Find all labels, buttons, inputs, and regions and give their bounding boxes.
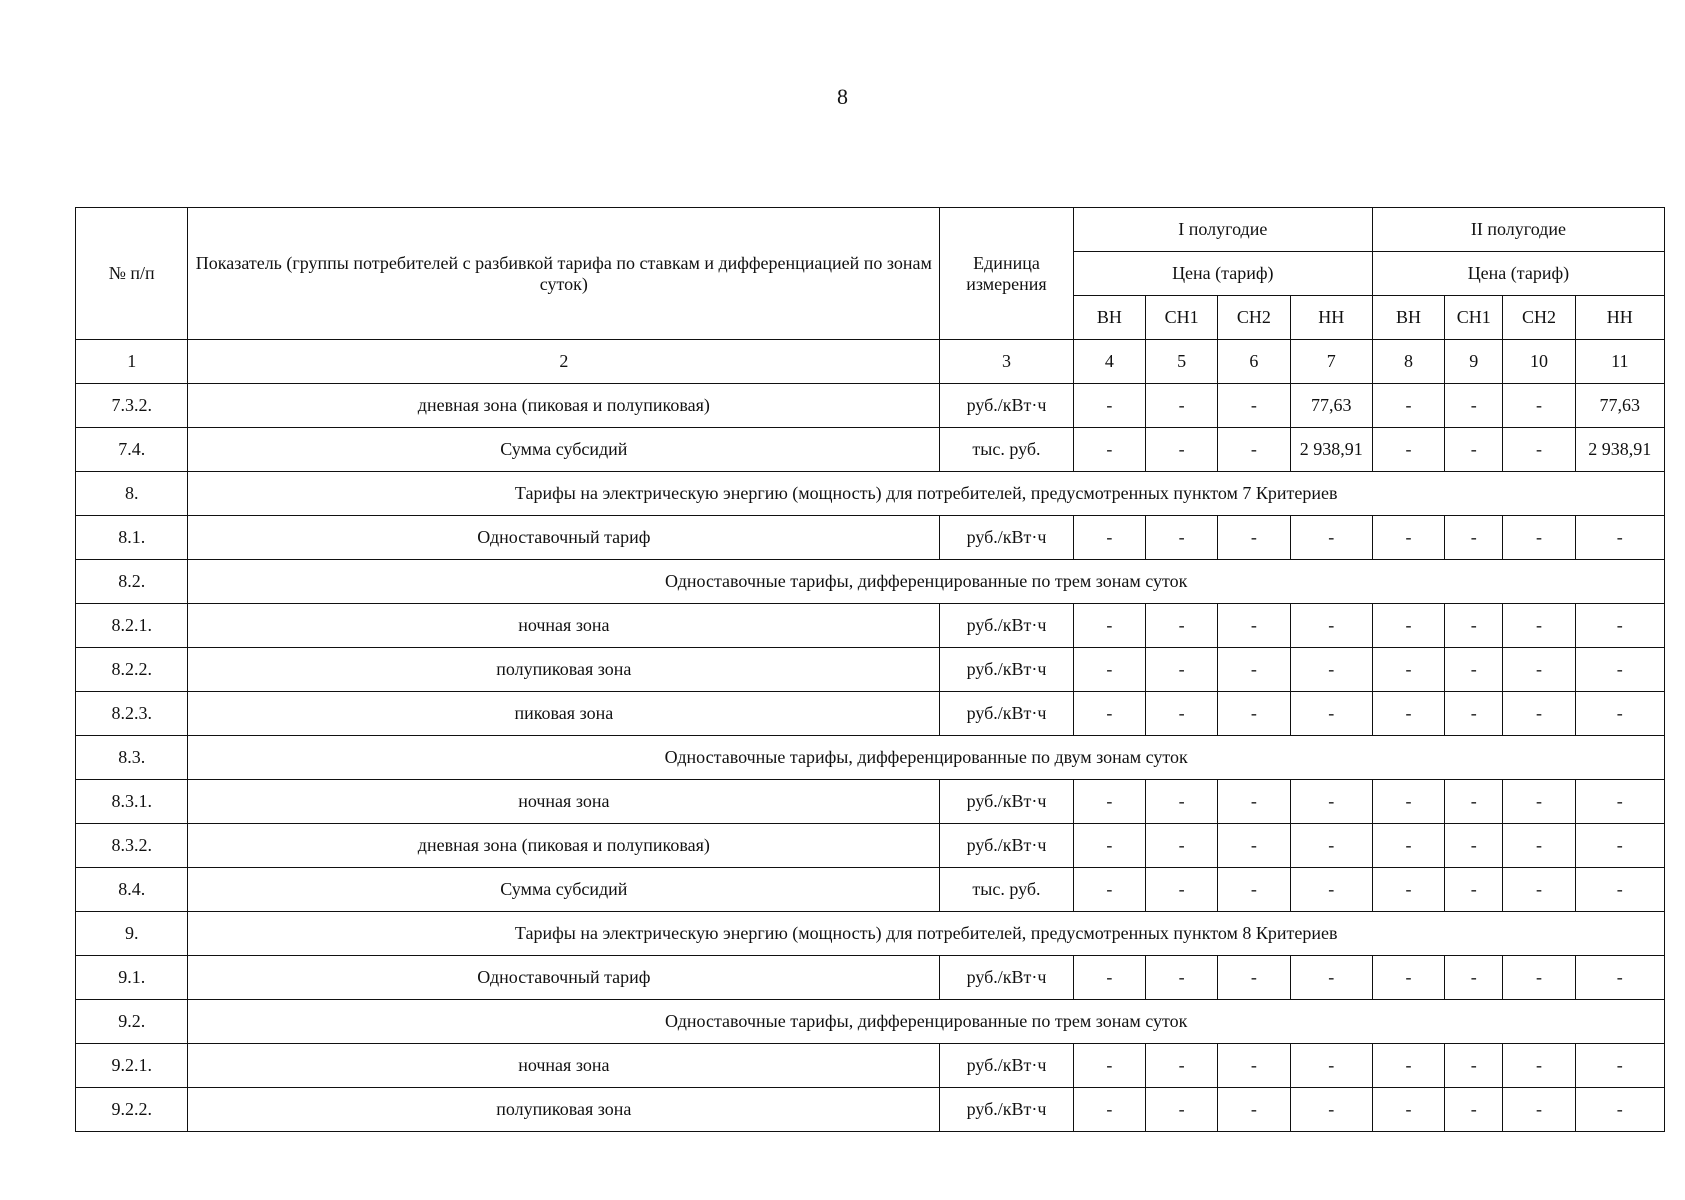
tariff-table [75,207,1665,1132]
value-cell: - [1575,956,1664,1000]
value-cell: - [1218,780,1290,824]
unit-cell: руб./кВт·ч [940,648,1074,692]
indicator-name: Одноставочный тариф [188,516,940,560]
value-cell: - [1372,692,1444,736]
value-cell: 77,63 [1290,384,1372,428]
value-cell: - [1290,956,1372,1000]
indicator-name: Сумма субсидий [188,428,940,472]
unit-cell: тыс. руб. [940,428,1074,472]
table-row [76,824,1665,868]
value-cell: - [1503,1044,1575,1088]
value-cell: - [1372,428,1444,472]
row-number: 7.4. [76,428,188,472]
section-title: Одноставочные тарифы, дифференцированные по двум зонам суток [188,736,1665,780]
unit-cell: руб./кВт·ч [940,384,1074,428]
value-cell: - [1146,648,1218,692]
column-number: 8 [1372,340,1444,384]
unit-cell: руб./кВт·ч [940,1088,1074,1132]
value-cell: - [1290,692,1372,736]
section-title: Одноставочные тарифы, дифференцированные по трем зонам суток [188,560,1665,604]
indicator-name: дневная зона (пиковая и полупиковая) [188,824,940,868]
table-row [76,780,1665,824]
value-cell: - [1073,428,1145,472]
unit-cell: руб./кВт·ч [940,780,1074,824]
table-row [76,604,1665,648]
value-cell: - [1073,1044,1145,1088]
header-row-periods [76,208,1665,252]
value-cell: - [1218,648,1290,692]
column-number: 10 [1503,340,1575,384]
value-cell: - [1218,956,1290,1000]
value-cell: - [1372,868,1444,912]
value-cell: - [1073,1088,1145,1132]
unit-cell: руб./кВт·ч [940,692,1074,736]
value-cell: - [1575,1044,1664,1088]
row-number: 8.2. [76,560,188,604]
indicator-name: ночная зона [188,1044,940,1088]
value-cell: - [1372,956,1444,1000]
value-cell: 2 938,91 [1575,428,1664,472]
value-cell: - [1218,692,1290,736]
indicator-name: Одноставочный тариф [188,956,940,1000]
value-cell: - [1146,868,1218,912]
header-level: СН2 [1218,296,1290,340]
column-number: 3 [940,340,1074,384]
value-cell: - [1073,648,1145,692]
value-cell: - [1575,648,1664,692]
value-cell: - [1073,516,1145,560]
unit-cell: руб./кВт·ч [940,824,1074,868]
value-cell: - [1503,868,1575,912]
value-cell: - [1290,868,1372,912]
value-cell: - [1503,780,1575,824]
table-row [76,384,1665,428]
value-cell: - [1218,868,1290,912]
row-number: 9.2.1. [76,1044,188,1088]
value-cell: - [1218,604,1290,648]
header-level: СН2 [1503,296,1575,340]
column-number: 7 [1290,340,1372,384]
value-cell: - [1218,428,1290,472]
unit-cell: руб./кВт·ч [940,604,1074,648]
section-row [76,736,1665,780]
row-number: 8.3. [76,736,188,780]
page-number: 8 [837,84,848,109]
value-cell: - [1073,604,1145,648]
indicator-name: дневная зона (пиковая и полупиковая) [188,384,940,428]
table-row [76,648,1665,692]
header-indicator: Показатель (группы потребителей с разбивкой тарифа по ставкам и дифференциацией по зонам суток) [188,208,940,340]
value-cell: - [1503,384,1575,428]
value-cell: - [1445,692,1503,736]
row-number: 8. [76,472,188,516]
unit-cell: руб./кВт·ч [940,516,1074,560]
table-row [76,1044,1665,1088]
header-level: СН1 [1445,296,1503,340]
value-cell: - [1290,648,1372,692]
value-cell: - [1503,516,1575,560]
row-number: 8.2.2. [76,648,188,692]
header-level: ВН [1073,296,1145,340]
header-half-2: II полугодие [1372,208,1664,252]
value-cell: - [1372,1088,1444,1132]
value-cell: - [1445,604,1503,648]
value-cell: - [1445,648,1503,692]
value-cell: - [1372,648,1444,692]
section-row [76,472,1665,516]
value-cell: - [1575,604,1664,648]
value-cell: - [1503,604,1575,648]
table-body [76,384,1665,1132]
value-cell: - [1218,1044,1290,1088]
value-cell: - [1146,1044,1218,1088]
header-row-column-numbers [76,340,1665,384]
value-cell: - [1146,1088,1218,1132]
unit-cell: руб./кВт·ч [940,1044,1074,1088]
table-row [76,868,1665,912]
row-number: 8.1. [76,516,188,560]
value-cell: - [1218,1088,1290,1132]
value-cell: - [1290,1044,1372,1088]
section-title: Тарифы на электрическую энергию (мощность) для потребителей, предусмотренных пунктом 8 Критериев [188,912,1665,956]
value-cell: - [1218,384,1290,428]
value-cell: - [1445,824,1503,868]
value-cell: - [1503,648,1575,692]
row-number: 8.3.2. [76,824,188,868]
indicator-name: ночная зона [188,604,940,648]
value-cell: - [1503,692,1575,736]
value-cell: - [1503,1088,1575,1132]
section-row [76,912,1665,956]
value-cell: - [1146,692,1218,736]
indicator-name: полупиковая зона [188,1088,940,1132]
value-cell: - [1146,428,1218,472]
column-number: 11 [1575,340,1664,384]
value-cell: - [1575,824,1664,868]
value-cell: - [1146,604,1218,648]
value-cell: - [1073,780,1145,824]
header-level: НН [1290,296,1372,340]
value-cell: - [1372,604,1444,648]
row-number: 8.4. [76,868,188,912]
value-cell: - [1445,384,1503,428]
value-cell: - [1372,780,1444,824]
header-level: ВН [1372,296,1444,340]
column-number: 5 [1146,340,1218,384]
row-number: 8.2.3. [76,692,188,736]
header-level: НН [1575,296,1664,340]
header-unit: Единица измерения [940,208,1074,340]
column-number: 4 [1073,340,1145,384]
value-cell: - [1575,516,1664,560]
value-cell: - [1575,868,1664,912]
value-cell: - [1218,824,1290,868]
row-number: 9.1. [76,956,188,1000]
row-number: 9.2.2. [76,1088,188,1132]
value-cell: - [1290,780,1372,824]
value-cell: - [1146,956,1218,1000]
column-number: 1 [76,340,188,384]
header-price-2: Цена (тариф) [1372,252,1664,296]
value-cell: - [1503,428,1575,472]
value-cell: - [1445,1088,1503,1132]
value-cell: - [1445,780,1503,824]
value-cell: - [1445,1044,1503,1088]
value-cell: - [1372,384,1444,428]
column-number: 6 [1218,340,1290,384]
value-cell: 77,63 [1575,384,1664,428]
value-cell: - [1503,824,1575,868]
value-cell: - [1073,384,1145,428]
value-cell: - [1073,692,1145,736]
value-cell: - [1575,692,1664,736]
unit-cell: руб./кВт·ч [940,956,1074,1000]
value-cell: - [1445,516,1503,560]
value-cell: - [1445,956,1503,1000]
value-cell: - [1575,1088,1664,1132]
row-number: 9.2. [76,1000,188,1044]
table-row [76,1088,1665,1132]
row-number: 7.3.2. [76,384,188,428]
value-cell: - [1146,516,1218,560]
value-cell: - [1073,824,1145,868]
value-cell: - [1218,516,1290,560]
value-cell: - [1290,604,1372,648]
value-cell: - [1073,868,1145,912]
value-cell: - [1445,868,1503,912]
table-row [76,428,1665,472]
table-row [76,692,1665,736]
header-price-1: Цена (тариф) [1073,252,1372,296]
header-level: СН1 [1146,296,1218,340]
value-cell: - [1445,428,1503,472]
value-cell: - [1290,1088,1372,1132]
indicator-name: Сумма субсидий [188,868,940,912]
value-cell: - [1146,780,1218,824]
unit-cell: тыс. руб. [940,868,1074,912]
table-row [76,956,1665,1000]
value-cell: - [1575,780,1664,824]
section-title: Одноставочные тарифы, дифференцированные по трем зонам суток [188,1000,1665,1044]
row-number: 8.2.1. [76,604,188,648]
header-num: № п/п [76,208,188,340]
row-number: 8.3.1. [76,780,188,824]
section-title: Тарифы на электрическую энергию (мощность) для потребителей, предусмотренных пунктом 7 Критериев [188,472,1665,516]
value-cell: - [1290,824,1372,868]
value-cell: - [1146,384,1218,428]
value-cell: - [1372,824,1444,868]
header-half-1: I полугодие [1073,208,1372,252]
table-header [76,208,1665,384]
table-row [76,516,1665,560]
value-cell: - [1073,956,1145,1000]
indicator-name: пиковая зона [188,692,940,736]
value-cell: - [1290,516,1372,560]
indicator-name: полупиковая зона [188,648,940,692]
row-number: 9. [76,912,188,956]
column-number: 9 [1445,340,1503,384]
value-cell: - [1372,516,1444,560]
value-cell: - [1503,956,1575,1000]
value-cell: - [1372,1044,1444,1088]
section-row [76,560,1665,604]
column-number: 2 [188,340,940,384]
value-cell: - [1146,824,1218,868]
indicator-name: ночная зона [188,780,940,824]
value-cell: 2 938,91 [1290,428,1372,472]
section-row [76,1000,1665,1044]
